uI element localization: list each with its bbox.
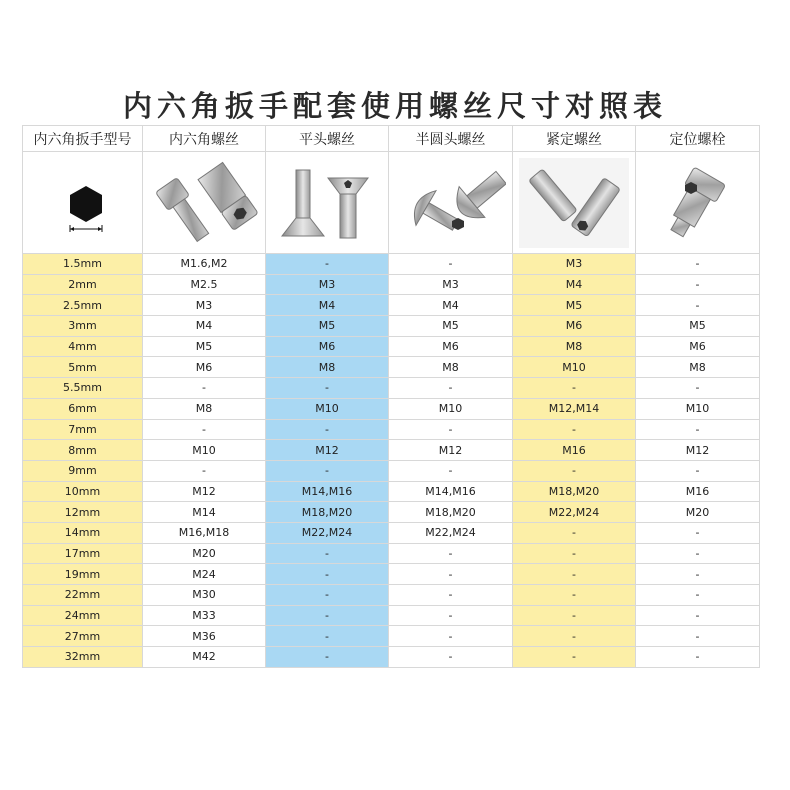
cell-wrench-size: 1.5mm bbox=[23, 254, 143, 275]
cell-wrench-size: 17mm bbox=[23, 543, 143, 564]
cell-set-screw: M6 bbox=[513, 316, 636, 337]
cell-button-head: M8 bbox=[389, 357, 513, 378]
cell-set-screw: - bbox=[513, 647, 636, 668]
table-row bbox=[23, 254, 760, 275]
cell-wrench-size: 5mm bbox=[23, 357, 143, 378]
cell-wrench-size: 5.5mm bbox=[23, 378, 143, 399]
flat-head-screw-image-cell bbox=[266, 152, 389, 254]
cell-set-screw: M16 bbox=[513, 440, 636, 461]
cell-socket-head: M30 bbox=[143, 585, 266, 606]
cell-set-screw: - bbox=[513, 522, 636, 543]
cell-shoulder-bolt: M10 bbox=[636, 398, 760, 419]
table-row bbox=[23, 316, 760, 337]
header-shoulder-bolt: 定位螺栓 bbox=[636, 126, 760, 152]
cell-socket-head: M6 bbox=[143, 357, 266, 378]
cell-wrench-size: 6mm bbox=[23, 398, 143, 419]
cell-wrench-size: 7mm bbox=[23, 419, 143, 440]
header-flat-head-screw: 平头螺丝 bbox=[266, 126, 389, 152]
table-row bbox=[23, 419, 760, 440]
header-socket-head-screw: 内六角螺丝 bbox=[143, 126, 266, 152]
cell-flat-head: - bbox=[266, 543, 389, 564]
cell-shoulder-bolt: - bbox=[636, 274, 760, 295]
cell-set-screw: - bbox=[513, 378, 636, 399]
table-row bbox=[23, 440, 760, 461]
cell-wrench-size: 4mm bbox=[23, 336, 143, 357]
cell-button-head: - bbox=[389, 460, 513, 481]
cell-wrench-size: 27mm bbox=[23, 626, 143, 647]
cell-set-screw: M22,M24 bbox=[513, 502, 636, 523]
cell-socket-head: M20 bbox=[143, 543, 266, 564]
cell-flat-head: - bbox=[266, 460, 389, 481]
table-row bbox=[23, 378, 760, 399]
cell-socket-head: M14 bbox=[143, 502, 266, 523]
cell-flat-head: M6 bbox=[266, 336, 389, 357]
cell-flat-head: - bbox=[266, 564, 389, 585]
cell-shoulder-bolt: - bbox=[636, 585, 760, 606]
cell-shoulder-bolt: - bbox=[636, 419, 760, 440]
cell-shoulder-bolt: - bbox=[636, 460, 760, 481]
cell-wrench-size: 32mm bbox=[23, 647, 143, 668]
cell-flat-head: M4 bbox=[266, 295, 389, 316]
table-row bbox=[23, 647, 760, 668]
table-row bbox=[23, 585, 760, 606]
cell-flat-head: - bbox=[266, 605, 389, 626]
cell-button-head: M14,M16 bbox=[389, 481, 513, 502]
cell-socket-head: M2.5 bbox=[143, 274, 266, 295]
cell-shoulder-bolt: M6 bbox=[636, 336, 760, 357]
table-row bbox=[23, 626, 760, 647]
cell-button-head: - bbox=[389, 626, 513, 647]
cell-socket-head: M42 bbox=[143, 647, 266, 668]
cell-flat-head: - bbox=[266, 419, 389, 440]
cell-wrench-size: 14mm bbox=[23, 522, 143, 543]
cell-flat-head: M12 bbox=[266, 440, 389, 461]
cell-socket-head: M1.6,M2 bbox=[143, 254, 266, 275]
cell-flat-head: - bbox=[266, 378, 389, 399]
cell-flat-head: - bbox=[266, 254, 389, 275]
cell-shoulder-bolt: - bbox=[636, 626, 760, 647]
header-row bbox=[23, 126, 760, 152]
cell-set-screw: M3 bbox=[513, 254, 636, 275]
cell-flat-head: M10 bbox=[266, 398, 389, 419]
cell-set-screw: M8 bbox=[513, 336, 636, 357]
table-row bbox=[23, 295, 760, 316]
flat-head-screw-photo bbox=[272, 158, 382, 248]
cell-wrench-size: 3mm bbox=[23, 316, 143, 337]
cell-button-head: M22,M24 bbox=[389, 522, 513, 543]
cell-wrench-size: 2mm bbox=[23, 274, 143, 295]
cell-button-head: - bbox=[389, 564, 513, 585]
cell-shoulder-bolt: - bbox=[636, 295, 760, 316]
button-head-screw-image-cell bbox=[389, 152, 513, 254]
cell-button-head: - bbox=[389, 585, 513, 606]
cell-button-head: - bbox=[389, 543, 513, 564]
cell-shoulder-bolt: M5 bbox=[636, 316, 760, 337]
header-button-head-screw: 半圆头螺丝 bbox=[389, 126, 513, 152]
cell-wrench-size: 22mm bbox=[23, 585, 143, 606]
cell-wrench-size: 8mm bbox=[23, 440, 143, 461]
cell-wrench-size: 9mm bbox=[23, 460, 143, 481]
cell-socket-head: M24 bbox=[143, 564, 266, 585]
image-row bbox=[23, 152, 760, 254]
hex-key-icon bbox=[28, 158, 138, 248]
table-row bbox=[23, 398, 760, 419]
cell-button-head: M18,M20 bbox=[389, 502, 513, 523]
cell-button-head: M6 bbox=[389, 336, 513, 357]
cell-flat-head: M14,M16 bbox=[266, 481, 389, 502]
table-row bbox=[23, 522, 760, 543]
cell-flat-head: - bbox=[266, 626, 389, 647]
cell-socket-head: M16,M18 bbox=[143, 522, 266, 543]
cell-shoulder-bolt: M20 bbox=[636, 502, 760, 523]
size-rows bbox=[23, 254, 760, 668]
table-row bbox=[23, 274, 760, 295]
cell-socket-head: M4 bbox=[143, 316, 266, 337]
table-row bbox=[23, 357, 760, 378]
table-row bbox=[23, 605, 760, 626]
cell-shoulder-bolt: - bbox=[636, 605, 760, 626]
cell-socket-head: - bbox=[143, 460, 266, 481]
cell-set-screw: M4 bbox=[513, 274, 636, 295]
cell-flat-head: M5 bbox=[266, 316, 389, 337]
table-row bbox=[23, 481, 760, 502]
cell-flat-head: M3 bbox=[266, 274, 389, 295]
socket-head-cap-screw-photo bbox=[149, 158, 259, 248]
cell-button-head: M5 bbox=[389, 316, 513, 337]
cell-button-head: - bbox=[389, 647, 513, 668]
cell-set-screw: M12,M14 bbox=[513, 398, 636, 419]
cell-set-screw: M18,M20 bbox=[513, 481, 636, 502]
cell-button-head: - bbox=[389, 254, 513, 275]
cell-button-head: - bbox=[389, 419, 513, 440]
table-row bbox=[23, 564, 760, 585]
cell-set-screw: - bbox=[513, 564, 636, 585]
cell-shoulder-bolt: - bbox=[636, 564, 760, 585]
socket-head-screw-image-cell bbox=[143, 152, 266, 254]
cell-wrench-size: 19mm bbox=[23, 564, 143, 585]
cell-set-screw: - bbox=[513, 419, 636, 440]
header-set-screw: 紧定螺丝 bbox=[513, 126, 636, 152]
cell-shoulder-bolt: - bbox=[636, 522, 760, 543]
table-row bbox=[23, 502, 760, 523]
cell-shoulder-bolt: - bbox=[636, 647, 760, 668]
cell-wrench-size: 2.5mm bbox=[23, 295, 143, 316]
cell-wrench-size: 12mm bbox=[23, 502, 143, 523]
cell-flat-head: M8 bbox=[266, 357, 389, 378]
cell-button-head: M4 bbox=[389, 295, 513, 316]
cell-button-head: - bbox=[389, 605, 513, 626]
cell-button-head: M10 bbox=[389, 398, 513, 419]
cell-flat-head: - bbox=[266, 647, 389, 668]
cell-socket-head: - bbox=[143, 378, 266, 399]
page-title: 内六角扳手配套使用螺丝尺寸对照表 bbox=[122, 89, 667, 123]
shoulder-bolt-photo bbox=[643, 158, 753, 248]
cell-shoulder-bolt: M12 bbox=[636, 440, 760, 461]
cell-flat-head: M22,M24 bbox=[266, 522, 389, 543]
set-screw-image-cell bbox=[513, 152, 636, 254]
cell-socket-head: M12 bbox=[143, 481, 266, 502]
cell-set-screw: - bbox=[513, 605, 636, 626]
cell-socket-head: M5 bbox=[143, 336, 266, 357]
hex-key-image-cell bbox=[23, 152, 143, 254]
cell-button-head: M12 bbox=[389, 440, 513, 461]
cell-flat-head: M18,M20 bbox=[266, 502, 389, 523]
cell-socket-head: M8 bbox=[143, 398, 266, 419]
cell-button-head: - bbox=[389, 378, 513, 399]
cell-button-head: M3 bbox=[389, 274, 513, 295]
cell-shoulder-bolt: M16 bbox=[636, 481, 760, 502]
button-head-screw-photo bbox=[396, 158, 506, 248]
cell-set-screw: - bbox=[513, 543, 636, 564]
cell-shoulder-bolt: M8 bbox=[636, 357, 760, 378]
screw-size-table bbox=[22, 125, 760, 668]
cell-socket-head: M10 bbox=[143, 440, 266, 461]
cell-set-screw: M10 bbox=[513, 357, 636, 378]
table-row bbox=[23, 543, 760, 564]
cell-shoulder-bolt: - bbox=[636, 378, 760, 399]
cell-socket-head: - bbox=[143, 419, 266, 440]
cell-socket-head: M3 bbox=[143, 295, 266, 316]
cell-set-screw: - bbox=[513, 626, 636, 647]
cell-set-screw: M5 bbox=[513, 295, 636, 316]
cell-socket-head: M36 bbox=[143, 626, 266, 647]
cell-shoulder-bolt: - bbox=[636, 254, 760, 275]
set-screw-photo bbox=[519, 158, 629, 248]
table-row bbox=[23, 336, 760, 357]
shoulder-bolt-image-cell bbox=[636, 152, 760, 254]
cell-wrench-size: 24mm bbox=[23, 605, 143, 626]
cell-flat-head: - bbox=[266, 585, 389, 606]
cell-shoulder-bolt: - bbox=[636, 543, 760, 564]
header-hex-key-size: 内六角扳手型号 bbox=[23, 126, 143, 152]
table-row bbox=[23, 460, 760, 481]
cell-set-screw: - bbox=[513, 460, 636, 481]
cell-socket-head: M33 bbox=[143, 605, 266, 626]
cell-set-screw: - bbox=[513, 585, 636, 606]
cell-wrench-size: 10mm bbox=[23, 481, 143, 502]
